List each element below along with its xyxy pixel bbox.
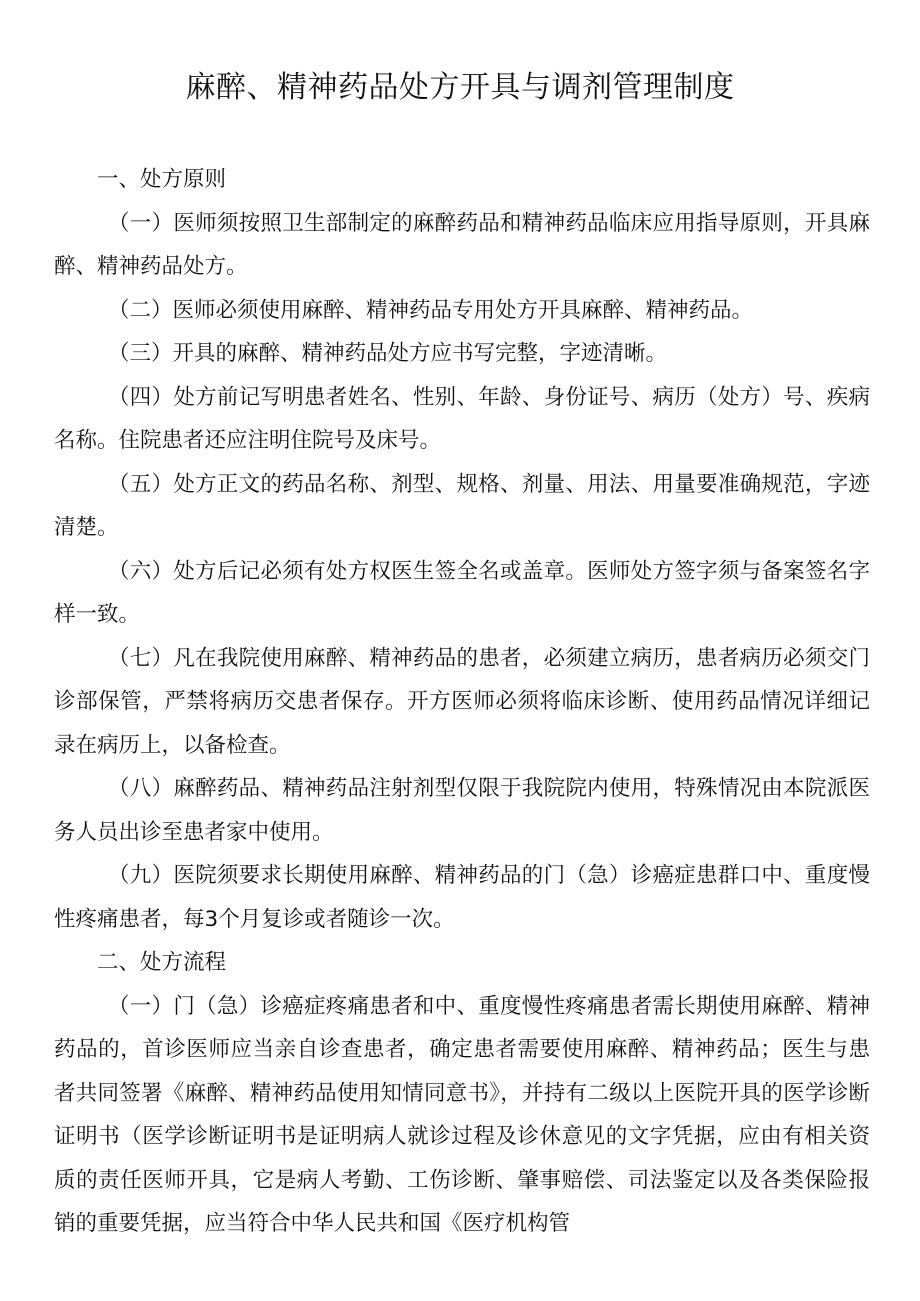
- paragraph-4: （四）处方前记写明患者姓名、性别、年龄、身份证号、病历（处方）号、疾病名称。住院患者还应注明住院号及床号。: [54, 384, 870, 453]
- section-prescription-principles: [54, 158, 870, 941]
- page-title: 麻醉、精神药品处方开具与调剂管理制度: [185, 70, 735, 105]
- section-prescription-process: [54, 941, 870, 1246]
- paragraph-8: （八）麻醉药品、精神药品注射剂型仅限于我院院内使用，特殊情况由本院派医务人员出诊至患者家中使用。: [54, 776, 870, 845]
- section-heading: 二、处方流程: [97, 950, 227, 975]
- document-body: [54, 158, 870, 1246]
- paragraph-6: （六）处方后记必须有处方权医生签全名或盖章。医师处方签字须与备案签名字样一致。: [54, 558, 870, 627]
- paragraph-7: （七）凡在我院使用麻醉、精神药品的患者，必须建立病历，患者病历必须交门诊部保管，严禁将病历交患者保存。开方医师必须将临床诊断、使用药品情况详细记录在病历上，以备检查。: [54, 645, 870, 758]
- paragraph-9: （九）医院须要求长期使用麻醉、精神药品的门（急）诊癌症患群口中、重度慢性疼痛患者，每3个月复诊或者随诊一次。: [54, 863, 870, 932]
- paragraph-2: （二）医师必须使用麻醉、精神药品专用处方开具麻醉、精神药品。: [108, 297, 754, 323]
- paragraph-5: （五）处方正文的药品名称、剂型、规格、剂量、用法、用量要准确规范，字迹清楚。: [54, 471, 870, 540]
- paragraph-3: （三）开具的麻醉、精神药品处方应书写完整，字迹清晰。: [108, 341, 668, 366]
- section-heading: 一、处方原则: [97, 167, 227, 192]
- paragraph-1: （一）医师须按照卫生部制定的麻醉药品和精神药品临床应用指导原则，开具麻醉、精神药品处方。: [54, 210, 870, 279]
- paragraph-1: （一）门（急）诊癌症疼痛患者和中、重度慢性疼痛患者需长期使用麻醉、精神药品的，首诊医师应当亲自诊查患者，确定患者需要使用麻醉、精神药品；医生与患者共同签署《麻醉、精神药品使用知情同意书》，并持有二级以上医院开具的医学诊断证明书（医学诊断证明书是证明病人就诊过程及诊休意见的文字凭据，应由有相关资质的责任医师开具，它是病人考勤、工伤诊断、肇事赔偿、司法鉴定以及各类保险报销的重要凭据，应当符合中华人民共和国《医疗机构管: [54, 993, 870, 1236]
